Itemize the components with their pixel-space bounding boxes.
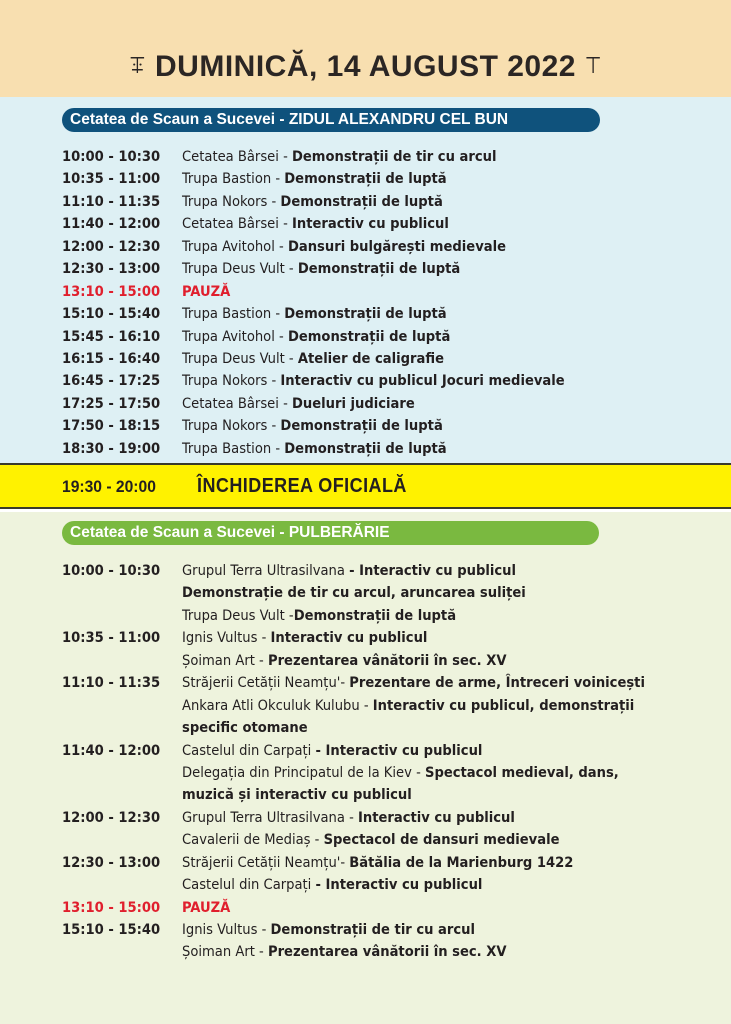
row-activity: - Interactiv cu publicul — [315, 876, 483, 894]
row-activity: - Interactiv cu publicul — [349, 562, 516, 579]
row-activity: Demonstrații de luptă — [280, 192, 443, 210]
row-text — [182, 784, 412, 806]
row-time: 17:50 - 18:15 — [62, 417, 161, 435]
closing-band — [0, 463, 731, 509]
row-time: 16:15 - 16:40 — [62, 349, 161, 367]
row-text — [182, 941, 507, 963]
title-text: DUMINICĂ, 14 AUGUST 2022 — [155, 50, 576, 83]
pause-row — [62, 897, 722, 919]
schedule-row — [62, 393, 722, 415]
row-text — [182, 740, 482, 762]
row-group: Trupa Bastion - — [182, 305, 285, 323]
row-activity: Demonstrații de luptă — [293, 606, 457, 624]
row-activity: Prezentare de arme, Întreceri voinicești — [349, 674, 645, 692]
schedule-row — [62, 650, 722, 672]
location-label-zidul: Cetatea de Scaun a Sucevei - ZIDUL ALEXANDRU CEL BUN — [62, 108, 600, 132]
row-text — [182, 370, 565, 392]
row-activity: Dansuri bulgărești medievale — [287, 237, 507, 255]
row-text — [182, 897, 230, 919]
row-group: Ignis Vultus - — [182, 921, 271, 938]
row-activity: Demonstrație de tir cu arcul, aruncarea suliței — [182, 584, 526, 602]
schedule-row — [62, 348, 722, 370]
schedule-row — [62, 191, 722, 213]
schedule-row — [62, 438, 722, 460]
ornament-right-icon: ꔋ — [584, 54, 602, 79]
row-group: Trupa Avitohol - — [182, 237, 288, 255]
row-time: 10:00 - 10:30 — [62, 562, 161, 579]
row-group: Cetatea Bârsei - — [182, 148, 292, 165]
row-group: Ignis Vultus - — [182, 629, 271, 647]
row-text — [182, 236, 506, 258]
row-text — [182, 415, 443, 437]
schedule-row — [62, 807, 722, 829]
row-activity: Interactiv cu publicul Jocuri medievale — [280, 372, 565, 390]
closing-time: 19:30 - 20:00 — [62, 477, 156, 496]
row-time: 11:40 - 12:00 — [62, 215, 161, 233]
row-activity: Demonstrații de luptă — [287, 327, 451, 345]
row-activity: Demonstrații de tir cu arcul — [270, 921, 476, 938]
schedule-row — [62, 829, 722, 851]
row-group: Castelul din Carpați — [182, 741, 316, 759]
row-activity: specific otomane — [182, 719, 308, 737]
row-time: 12:00 - 12:30 — [62, 237, 161, 255]
schedule-row — [62, 627, 722, 649]
row-time: 16:45 - 17:25 — [62, 372, 161, 390]
row-text — [182, 672, 645, 694]
row-activity: Demonstrații de luptă — [284, 439, 447, 457]
row-text — [182, 560, 516, 582]
row-text — [182, 393, 415, 415]
row-text — [182, 874, 482, 896]
row-activity: Demonstrații de luptă — [284, 170, 447, 188]
row-activity: PAUZĂ — [182, 282, 231, 300]
row-text — [182, 717, 308, 739]
row-text — [182, 348, 444, 370]
row-activity: Interactiv cu publicul — [357, 808, 515, 826]
schedule-list-zidul — [62, 146, 722, 460]
row-activity: Demonstrații de tir cu arcul — [291, 148, 497, 165]
row-time: 15:45 - 16:10 — [62, 327, 161, 345]
row-activity: Bătălia de la Marienburg 1422 — [349, 853, 574, 871]
schedule-row — [62, 560, 722, 582]
row-text — [182, 326, 450, 348]
row-group: Străjerii Cetății Neamțu'- — [182, 853, 350, 871]
schedule-row — [62, 695, 722, 717]
row-activity: Spectacol de dansuri medievale — [323, 831, 560, 849]
schedule-row — [62, 605, 722, 627]
row-time: 17:25 - 17:50 — [62, 394, 161, 412]
row-text — [182, 168, 447, 190]
row-text — [182, 213, 449, 235]
row-activity: Interactiv cu publicul — [270, 629, 428, 647]
row-activity: Interactiv cu publicul, demonstrații — [372, 696, 635, 714]
row-text — [182, 281, 230, 303]
row-group: Grupul Terra Ultrasilvana — [182, 562, 350, 579]
schedule-row — [62, 258, 722, 280]
row-activity: Prezentarea vânătorii în sec. XV — [267, 651, 507, 669]
row-group: Trupa Nokors - — [182, 372, 281, 390]
row-text — [182, 695, 634, 717]
row-time: 13:10 - 15:00 — [62, 898, 161, 916]
row-activity: Atelier de caligrafie — [297, 349, 445, 367]
row-activity: Demonstrații de luptă — [297, 260, 461, 278]
location-label-pulberarie: Cetatea de Scaun a Sucevei - PULBERĂRIE — [62, 521, 599, 545]
row-group: Trupa Deus Vult - — [182, 349, 298, 367]
row-activity: Interactiv cu publicul — [291, 215, 449, 233]
row-time: 18:30 - 19:00 — [62, 439, 161, 457]
row-group: Trupa Deus Vult - — [182, 260, 298, 278]
row-group: Șoiman Art - — [182, 651, 268, 669]
schedule-row — [62, 852, 722, 874]
row-group: Grupul Terra Ultrasilvana - — [182, 808, 358, 826]
schedule-row — [62, 784, 722, 806]
row-activity: Prezentarea vânătorii în sec. XV — [267, 943, 507, 961]
schedule-row — [62, 740, 722, 762]
row-time: 10:35 - 11:00 — [62, 629, 161, 647]
row-activity: Spectacol medieval, dans, — [424, 763, 619, 781]
row-group: Străjerii Cetății Neamțu'- — [182, 674, 350, 692]
schedule-row — [62, 168, 722, 190]
pause-row — [62, 281, 722, 303]
row-time: 11:10 - 11:35 — [62, 674, 161, 692]
row-time: 15:10 - 15:40 — [62, 305, 161, 323]
row-time: 15:10 - 15:40 — [62, 921, 161, 938]
row-text — [182, 605, 456, 627]
schedule-row — [62, 717, 722, 739]
row-group: Trupa Bastion - — [182, 439, 285, 457]
schedule-row — [62, 762, 722, 784]
row-activity: - Interactiv cu publicul — [315, 741, 483, 759]
row-group: Trupa Nokors - — [182, 417, 281, 435]
row-text — [182, 191, 443, 213]
row-group: Cetatea Bârsei - — [182, 394, 292, 412]
row-time: 11:40 - 12:00 — [62, 741, 161, 759]
row-time: 10:00 - 10:30 — [62, 148, 161, 165]
schedule-row — [62, 919, 722, 941]
ornament-left-icon: ꔊ — [129, 54, 147, 79]
schedule-row — [62, 941, 722, 963]
row-time: 12:00 - 12:30 — [62, 808, 161, 826]
schedule-row — [62, 415, 722, 437]
schedule-row — [62, 213, 722, 235]
row-text — [182, 303, 447, 325]
row-activity: muzică și interactiv cu publicul — [182, 786, 412, 804]
schedule-row — [62, 874, 722, 896]
row-time: 13:10 - 15:00 — [62, 282, 161, 300]
row-time: 10:35 - 11:00 — [62, 170, 161, 188]
schedule-row — [62, 236, 722, 258]
row-text — [182, 762, 619, 784]
row-text — [182, 146, 496, 168]
row-activity: Demonstrații de luptă — [284, 305, 447, 323]
row-time: 12:30 - 13:00 — [62, 260, 161, 278]
schedule-row — [62, 146, 722, 168]
row-group: Trupa Nokors - — [182, 192, 281, 210]
row-text — [182, 807, 515, 829]
row-activity: Dueluri judiciare — [291, 394, 415, 412]
schedule-row — [62, 672, 722, 694]
row-group: Cetatea Bârsei - — [182, 215, 292, 233]
row-time: 12:30 - 13:00 — [62, 853, 161, 871]
closing-label: ÎNCHIDEREA OFICIALĂ — [197, 475, 407, 497]
row-text — [182, 829, 560, 851]
row-text — [182, 582, 526, 604]
row-group: Trupa Deus Vult - — [182, 606, 294, 624]
schedule-row — [62, 370, 722, 392]
row-text — [182, 852, 573, 874]
schedule-row — [62, 326, 722, 348]
row-text — [182, 258, 460, 280]
schedule-row — [62, 303, 722, 325]
row-text — [182, 627, 427, 649]
row-activity: PAUZĂ — [182, 898, 231, 916]
row-text — [182, 438, 447, 460]
row-group: Trupa Avitohol - — [182, 327, 288, 345]
row-group: Castelul din Carpați — [182, 876, 316, 894]
row-activity: Demonstrații de luptă — [280, 417, 443, 435]
schedule-list-pulberarie — [62, 560, 722, 964]
page-title — [0, 50, 731, 84]
row-text — [182, 919, 475, 941]
row-group: Cavalerii de Mediaș - — [182, 831, 324, 849]
row-group: Ankara Atli Okculuk Kulubu - — [182, 696, 373, 714]
row-text — [182, 650, 507, 672]
row-group: Delegația din Principatul de la Kiev - — [182, 763, 425, 781]
row-time: 11:10 - 11:35 — [62, 192, 161, 210]
row-group: Trupa Bastion - — [182, 170, 285, 188]
schedule-row — [62, 582, 722, 604]
row-group: Șoiman Art - — [182, 943, 268, 961]
